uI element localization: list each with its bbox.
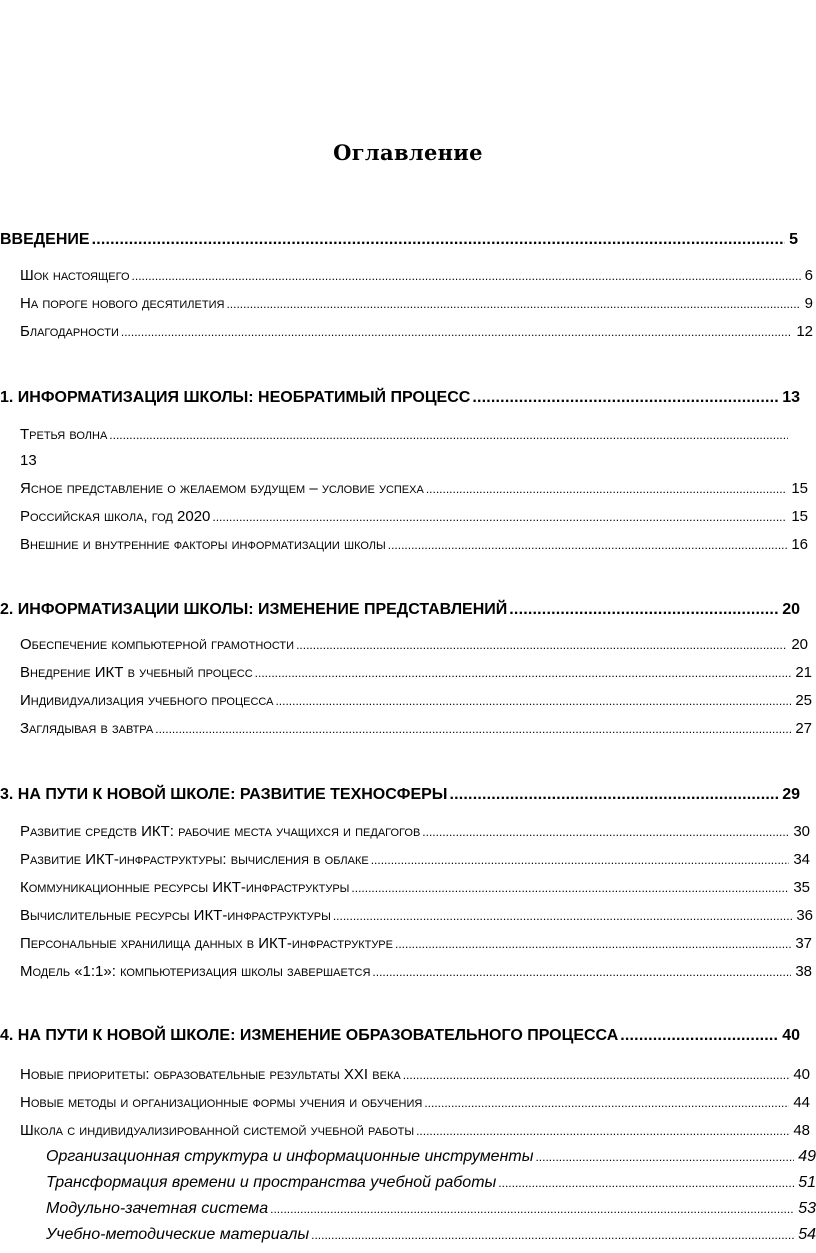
toc-entry-title: Индивидуализация учебного процесса <box>20 692 274 709</box>
toc-section[interactable] <box>20 879 810 896</box>
toc-entry-title: Обеспечение компьютерной грамотности <box>20 636 295 653</box>
dot-leader <box>535 1150 794 1164</box>
toc-chapter-1[interactable] <box>0 389 800 407</box>
toc-entry-title: Модель «1:1»: компьютеризация школы завершается <box>20 963 371 980</box>
toc-chapter-intro[interactable] <box>0 231 798 249</box>
toc-page-number: 53 <box>798 1200 816 1217</box>
dot-leader <box>426 482 788 496</box>
toc-page-number: 51 <box>798 1174 816 1191</box>
toc-entry-title: Благодарности <box>20 323 119 340</box>
toc-page-number: 37 <box>795 935 812 952</box>
toc-page-number: 44 <box>793 1094 810 1111</box>
dot-leader <box>275 694 791 708</box>
toc-page-number: 13 <box>782 389 800 406</box>
toc-section[interactable] <box>20 1066 810 1083</box>
toc-page-number: 15 <box>791 508 808 525</box>
toc-page-number: 40 <box>782 1027 800 1044</box>
dot-leader <box>255 666 792 680</box>
dot-leader <box>498 1176 794 1190</box>
dot-leader <box>372 965 791 979</box>
toc-page-number: 29 <box>782 786 800 803</box>
toc-section[interactable] <box>20 720 812 737</box>
toc-page-number: 6 <box>804 267 813 284</box>
toc-page-number: 9 <box>804 295 813 312</box>
toc-page-number: 15 <box>791 480 808 497</box>
toc-section[interactable] <box>20 851 810 868</box>
toc-section[interactable] <box>20 636 808 653</box>
toc-entry-title: Заглядывая в завтра <box>20 720 154 737</box>
toc-section[interactable] <box>20 963 812 980</box>
toc-entry-title: Ясное представление о желаемом будущем – условие успеха <box>20 480 424 497</box>
toc-section[interactable] <box>20 692 812 709</box>
toc-entry-title: 2. ИНФОРМАТИЗАЦИИ ШКОЛЫ: ИЗМЕНЕНИЕ ПРЕДСТАВЛЕНИЙ <box>0 601 508 618</box>
toc-page-number: 54 <box>798 1226 816 1243</box>
dot-leader <box>620 1027 778 1045</box>
toc-section[interactable] <box>20 295 813 312</box>
toc-page-number: 40 <box>793 1066 810 1083</box>
toc-page-number: 27 <box>795 720 812 737</box>
toc-chapter-2[interactable] <box>0 601 800 619</box>
toc-entry-title: Организационная структура и информационные инструменты <box>46 1148 534 1165</box>
dot-leader <box>333 909 792 923</box>
toc-entry-title: Школа с индивидуализированной системой учебной работы <box>20 1122 415 1139</box>
toc-section[interactable] <box>20 935 812 952</box>
toc-entry-title: На пороге нового десятилетия <box>20 295 225 312</box>
dot-leader <box>270 1202 794 1216</box>
toc-entry-line <box>20 426 790 443</box>
dot-leader <box>296 638 787 652</box>
toc-page-number: 48 <box>793 1122 810 1139</box>
dot-leader <box>155 722 791 736</box>
toc-subsection[interactable] <box>46 1174 816 1192</box>
toc-entry-title: Внедрение ИКТ в учебный процесс <box>20 664 253 681</box>
toc-chapter-4[interactable] <box>0 1027 800 1045</box>
toc-section[interactable] <box>20 267 813 284</box>
toc-entry-title: Развитие ИКТ-инфраструктуры: вычисления в облаке <box>20 851 369 868</box>
toc-section[interactable] <box>20 508 808 525</box>
toc-page-number: 20 <box>791 636 808 653</box>
toc-chapter-3[interactable] <box>0 786 800 804</box>
toc-entry-title: Новые методы и организационные формы учения и обучения <box>20 1094 423 1111</box>
toc-subsection[interactable] <box>46 1148 816 1166</box>
toc-entry-title: Внешние и внутренние факторы информатизации школы <box>20 536 386 553</box>
toc-entry-title: Персональные хранилища данных в ИКТ-инфраструктуре <box>20 935 393 952</box>
toc-entry-title: Шок настоящего <box>20 267 130 284</box>
page-title: Оглавление <box>333 140 483 165</box>
toc-entry-title: Третья волна <box>20 426 108 443</box>
toc-page-number: 49 <box>798 1148 816 1165</box>
toc-entry-title: Российская школа, год 2020 <box>20 508 211 525</box>
toc-section[interactable] <box>20 1094 810 1111</box>
toc-section[interactable] <box>20 907 813 924</box>
toc-entry-title: Коммуникационные ресурсы ИКТ-инфраструктуры <box>20 879 350 896</box>
toc-entry-title: ВВЕДЕНИЕ <box>0 231 90 248</box>
toc-entry-title: Вычислительные ресурсы ИКТ-инфраструктуры <box>20 907 331 924</box>
toc-page-number: 25 <box>795 692 812 709</box>
toc-page-number: 20 <box>782 601 800 618</box>
dot-leader <box>395 937 791 951</box>
toc-subsection[interactable] <box>46 1200 816 1218</box>
toc-page-number: 30 <box>793 823 810 840</box>
toc-page-number: 12 <box>796 323 813 340</box>
toc-section[interactable] <box>20 480 808 497</box>
toc-section[interactable] <box>20 664 812 681</box>
toc-entry-title: 3. НА ПУТИ К НОВОЙ ШКОЛЕ: РАЗВИТИЕ ТЕХНОСФЕРЫ <box>0 786 448 803</box>
toc-section[interactable] <box>20 323 813 340</box>
dot-leader <box>424 1096 789 1110</box>
dot-leader <box>92 231 786 249</box>
dot-leader <box>121 325 792 339</box>
toc-section[interactable] <box>20 823 810 840</box>
dot-leader <box>351 881 789 895</box>
dot-leader <box>403 1068 790 1082</box>
toc-entry-title: Развитие средств ИКТ: рабочие места учащихся и педагогов <box>20 823 421 840</box>
toc-entry-title: Новые приоритеты: образовательные результаты XXI века <box>20 1066 401 1083</box>
toc-page-number: 16 <box>791 536 808 553</box>
toc-page-number: 5 <box>789 231 798 248</box>
toc-subsection[interactable] <box>46 1226 816 1244</box>
dot-leader <box>422 825 789 839</box>
dot-leader <box>132 269 801 283</box>
dot-leader <box>472 389 778 407</box>
dot-leader <box>226 297 800 311</box>
dot-leader <box>371 853 790 867</box>
dot-leader <box>388 538 788 552</box>
toc-section[interactable] <box>20 1122 810 1139</box>
toc-page-number: 38 <box>795 963 812 980</box>
toc-page-number: 36 <box>796 907 813 924</box>
toc-entry-title: Учебно-методические материалы <box>46 1226 310 1243</box>
toc-entry-title: 1. ИНФОРМАТИЗАЦИЯ ШКОЛЫ: НЕОБРАТИМЫЙ ПРОЦЕСС <box>0 389 471 406</box>
toc-entry-line <box>20 452 37 469</box>
dot-leader <box>416 1124 789 1138</box>
toc-page-number: 13 <box>20 452 37 469</box>
toc-entry-title: 4. НА ПУТИ К НОВОЙ ШКОЛЕ: ИЗМЕНЕНИЕ ОБРАЗОВАТЕЛЬНОГО ПРОЦЕССА <box>0 1027 619 1044</box>
toc-page-number: 35 <box>793 879 810 896</box>
dot-leader <box>109 428 788 442</box>
dot-leader <box>509 601 778 619</box>
toc-page-number: 34 <box>793 851 810 868</box>
toc-entry-title: Модульно-зачетная система <box>46 1200 269 1217</box>
toc-entry-title: Трансформация времени и пространства учебной работы <box>46 1174 497 1191</box>
toc-section[interactable] <box>20 536 808 553</box>
dot-leader <box>311 1228 794 1242</box>
toc-page-number: 21 <box>795 664 812 681</box>
dot-leader <box>449 786 778 804</box>
dot-leader <box>212 510 787 524</box>
